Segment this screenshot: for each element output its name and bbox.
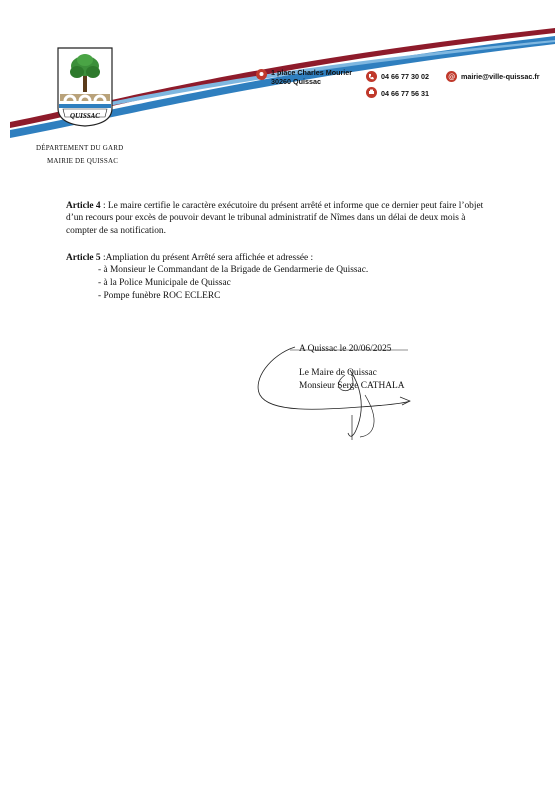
address-line-2: 30260 Quissac xyxy=(271,77,321,86)
signature-name: Monsieur Serge CATHALA xyxy=(299,381,405,391)
address-line-1: 1 place Charles Mourier xyxy=(271,68,353,77)
article-5-label: Article 5 xyxy=(66,253,101,263)
svg-text:@: @ xyxy=(448,73,455,80)
article-5-text: :Ampliation du présent Arrêté sera affichée et adressée : xyxy=(100,253,314,263)
fax-icon xyxy=(366,87,377,98)
recipient-item: - Pompe funèbre ROC ECLERC xyxy=(98,291,221,301)
fax-number: 04 66 77 56 31 xyxy=(381,89,429,98)
article-4-paragraph xyxy=(66,200,496,237)
handwritten-signature xyxy=(250,335,430,445)
location-pin-icon xyxy=(256,69,267,80)
logo-text: QUISSAC xyxy=(70,112,100,120)
mairie-label: MAIRIE DE QUISSAC xyxy=(47,157,119,165)
email-address: mairie@ville-quissac.fr xyxy=(461,72,540,81)
email-at-icon xyxy=(446,71,457,82)
article-5-paragraph xyxy=(66,252,496,264)
article-4-label: Article 4 xyxy=(66,201,101,211)
phone-number: 04 66 77 30 02 xyxy=(381,72,429,81)
recipient-item: - à Monsieur le Commandant de la Brigade de Gendarmerie de Quissac. xyxy=(98,265,369,275)
recipient-item: - à la Police Municipale de Quissac xyxy=(98,278,231,288)
article-4-text: : Le maire certifie le caractère exécutoire du présent arrêté et informe que ce dernier peut faire l’objet d’un recours pour excès de pouvoir devant le tribunal administratif de Nîmes dans un délai de deux mois à compter de sa notification. xyxy=(66,201,484,236)
department-label: DÉPARTEMENT DU GARD xyxy=(36,144,124,152)
signature-date: A Quissac le 20/06/2025 xyxy=(299,344,392,354)
signature-role: Le Maire de Quissac xyxy=(299,368,377,378)
phone-icon xyxy=(366,71,377,82)
